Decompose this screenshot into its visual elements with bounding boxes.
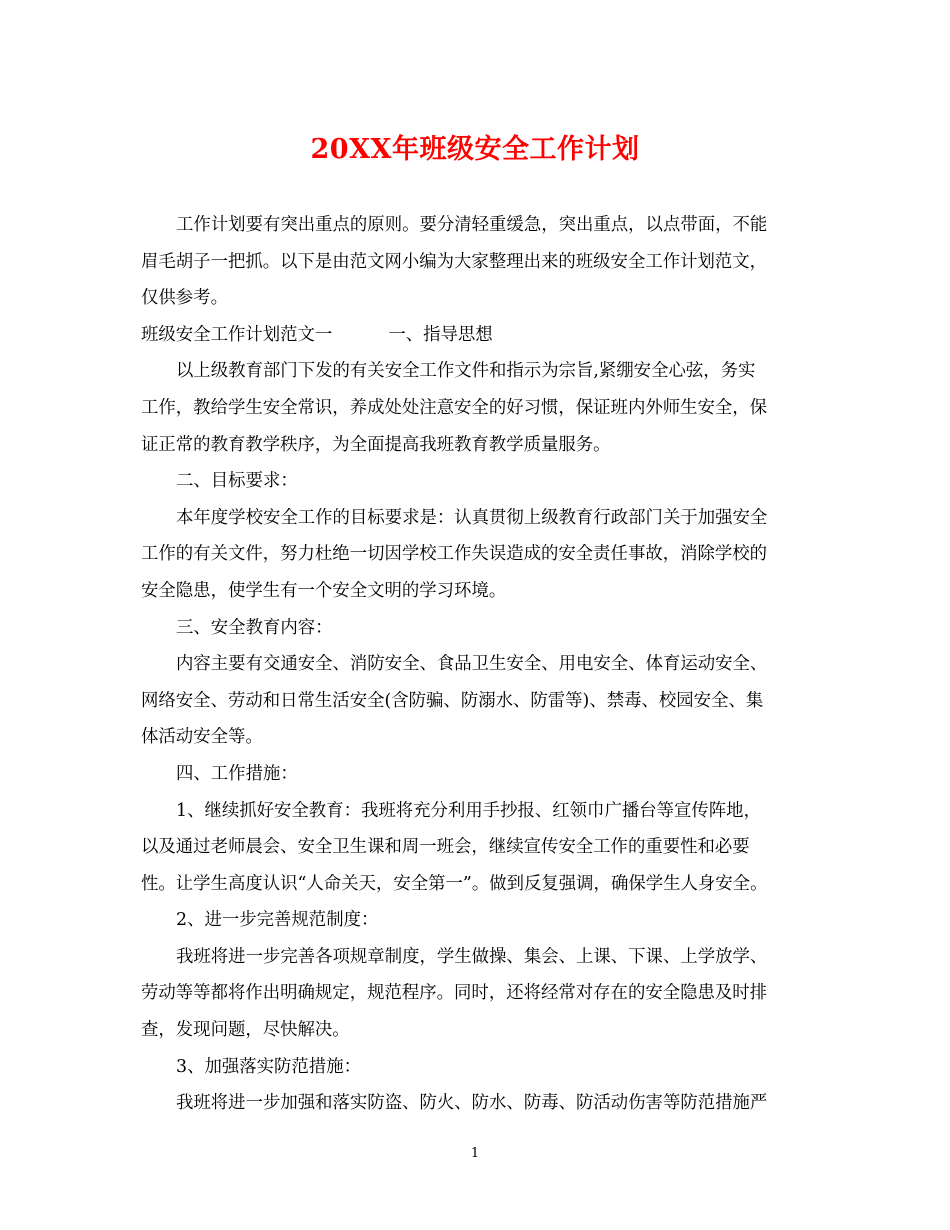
subsection-heading-3: 3、加强落实防范措施： bbox=[176, 1056, 361, 1077]
paragraph-line: 劳动等等都将作出明确规定，规范程序。同时，还将经常对存在的安全隐患及时排 bbox=[141, 983, 768, 1004]
paragraph-line: 我班将进一步加强和落实防盗、防火、防水、防毒、防活动伤害等防范措施严 bbox=[176, 1093, 768, 1114]
section-heading-3: 三、安全教育内容： bbox=[176, 617, 333, 638]
paragraph-line: 仅供参考。 bbox=[141, 288, 228, 309]
section-heading-1: 一、指导思想 bbox=[388, 324, 493, 345]
paragraph-line: 安全隐患，使学生有一个安全文明的学习环境。 bbox=[141, 580, 507, 601]
paragraph-line: 眉毛胡子一把抓。以下是由范文网小编为大家整理出来的班级安全工作计划范文， bbox=[141, 251, 768, 272]
subsection-heading-2: 2、进一步完善规范制度： bbox=[176, 910, 379, 931]
paragraph-line: 网络安全、劳动和日常生活安全(含防骗、防溺水、防雷等)、禁毒、校园安全、集 bbox=[141, 690, 764, 711]
paragraph-line: 工作，教给学生安全常识，养成处处注意安全的好习惯，保证班内外师生安全，保 bbox=[141, 397, 768, 418]
paragraph-line: 证正常的教育教学秩序，为全面提高我班教育教学质量服务。 bbox=[141, 434, 611, 455]
paragraph-line: 性。让学生高度认识“人命关天，安全第一”。做到反复强调，确保学生人身安全。 bbox=[141, 873, 768, 894]
sample-heading: 班级安全工作计划范文一 bbox=[141, 324, 333, 345]
section-line bbox=[141, 317, 811, 354]
paragraph-line: 以及通过老师晨会、安全卫生课和周一班会，继续宣传安全工作的重要性和必要 bbox=[141, 837, 750, 858]
paragraph-line: 查，发现问题，尽快解决。 bbox=[141, 1020, 350, 1041]
paragraph-line: 我班将进一步完善各项规章制度，学生做操、集会、上课、下课、上学放学、 bbox=[176, 946, 768, 967]
paragraph-line: 内容主要有交通安全、消防安全、食品卫生安全、用电安全、体育运动安全、 bbox=[176, 654, 768, 675]
page-number: 1 bbox=[470, 1146, 480, 1161]
document-body bbox=[141, 207, 811, 1122]
document-title: 20XX年班级安全工作计划 bbox=[310, 134, 640, 165]
section-heading-4: 四、工作措施： bbox=[176, 763, 298, 784]
section-heading-2: 二、目标要求： bbox=[176, 471, 298, 492]
paragraph-line: 工作计划要有突出重点的原则。要分清轻重缓急，突出重点，以点带面，不能 bbox=[176, 215, 768, 235]
paragraph-line: 1、继续抓好安全教育：我班将充分利用手抄报、红领巾广播台等宣传阵地， bbox=[176, 800, 761, 821]
paragraph-line: 体活动安全等。 bbox=[141, 727, 263, 748]
paragraph-line: 以上级教育部门下发的有关安全工作文件和指示为宗旨,紧绷安全心弦，务实 bbox=[176, 361, 756, 382]
paragraph-line: 本年度学校安全工作的目标要求是：认真贯彻上级教育行政部门关于加强安全 bbox=[176, 507, 768, 528]
paragraph-line: 工作的有关文件，努力杜绝一切因学校工作失误造成的安全责任事故，消除学校的 bbox=[141, 544, 768, 565]
